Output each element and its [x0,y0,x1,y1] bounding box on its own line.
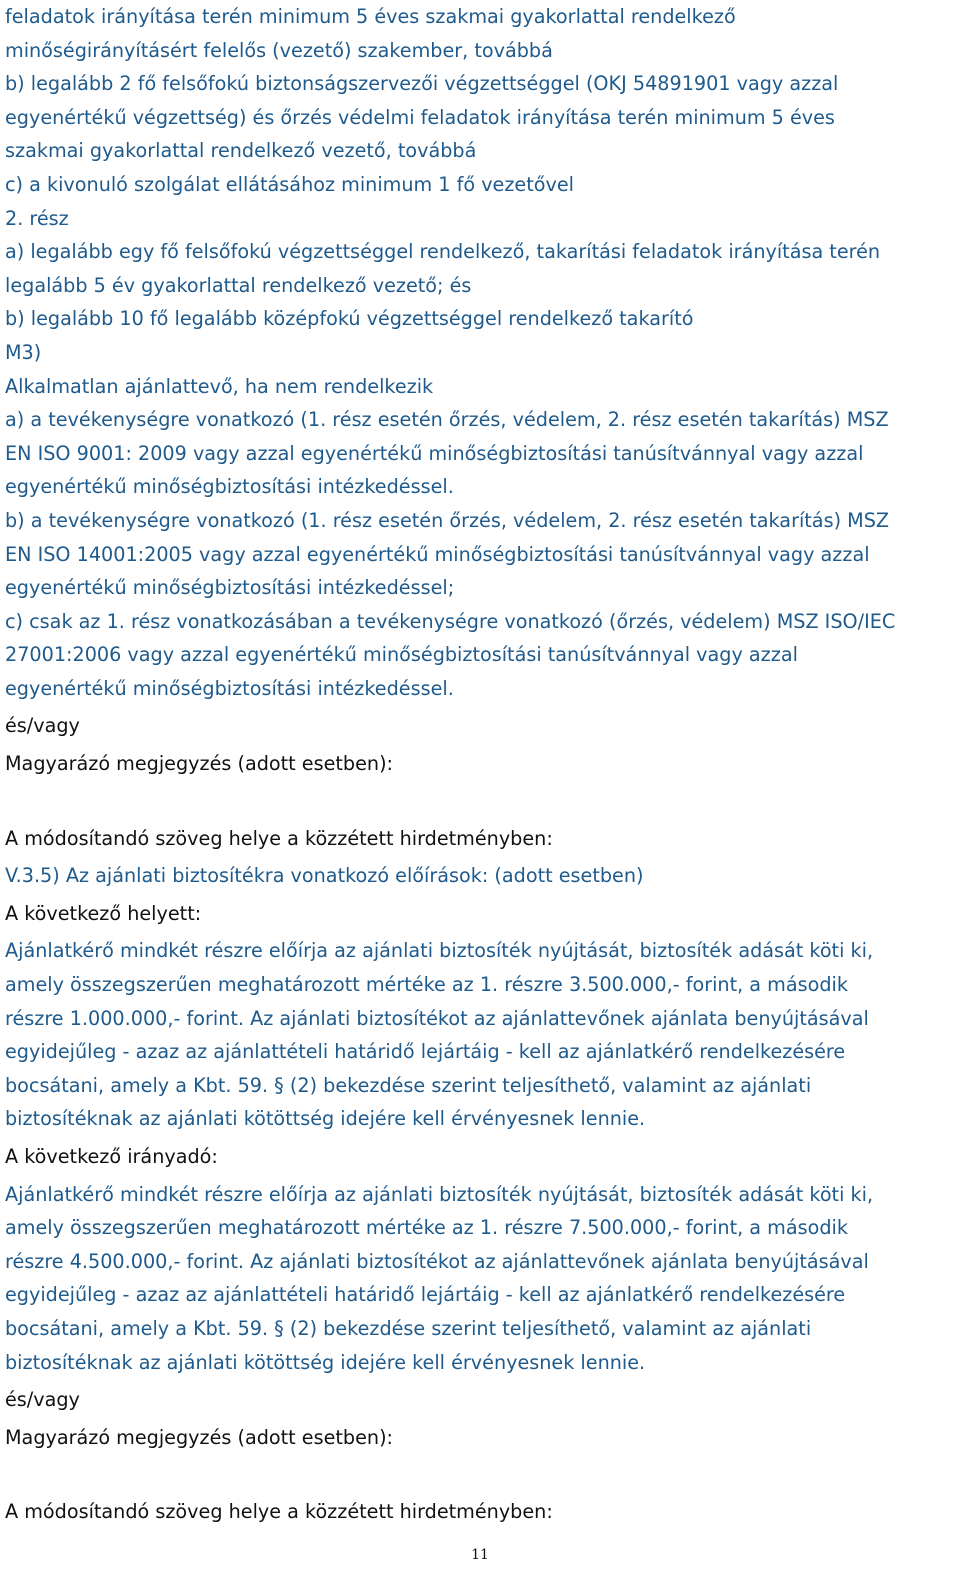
text-line: Alkalmatlan ajánlattevő, ha nem rendelkezik [5,374,434,398]
and-or-label: és/vagy [5,1388,80,1412]
text-line: 27001:2006 vagy azzal egyenértékű minőségbiztosítási tanúsítvánnyal vagy azzal [5,643,798,667]
governing-text-line: bocsátani, amely a Kbt. 59. § (2) bekezdése szerint teljesíthető, valamint az ajánlati [5,1316,812,1340]
governing-text-line: Ajánlatkérő mindkét részre előírja az ajánlati biztosíték nyújtását, biztosíték adását köti ki, [5,1182,874,1206]
page-number: 11 [471,1547,489,1563]
text-line: b) a tevékenységre vonatkozó (1. rész esetén őrzés, védelem, 2. rész esetén takarítás) MSZ [5,508,890,532]
and-or-label: és/vagy [5,714,80,738]
section-guarantee [5,822,956,1529]
text-line: a) legalább egy fő felsőfokú végzettséggel rendelkező, takarítási feladatok irányítása terén [5,240,881,264]
text-line: EN ISO 9001: 2009 vagy azzal egyenértékű minőségbiztosítási tanúsítvánnyal vagy azzal [5,441,864,465]
text-line: egyenértékű minőségbiztosítási intézkedéssel. [5,676,454,700]
text-line: a) a tevékenységre vonatkozó (1. rész esetén őrzés, védelem, 2. rész esetén takarítás) MSZ [5,408,889,432]
place-label: A módosítandó szöveg helye a közzétett hirdetményben: [5,826,553,850]
place-value: V.3.5) Az ajánlati biztosítékra vonatkozó előírások: (adott esetben) [5,864,644,888]
instead-label: A következő helyett: [5,901,202,925]
instead-text-line: bocsátani, amely a Kbt. 59. § (2) bekezdése szerint teljesíthető, valamint az ajánlati [5,1073,812,1097]
instead-text-line: amely összegszerűen meghatározott mértéke az 1. részre 3.500.000,- forint, a második [5,973,848,997]
text-line: M3) [5,340,42,364]
instead-text-line: biztosítéknak az ajánlati kötöttség idejére kell érvényesnek lennie. [5,1107,646,1131]
text-line: b) legalább 10 fő legalább középfokú végzettséggel rendelkező takarító [5,307,694,331]
text-line: b) legalább 2 fő felsőfokú biztonságszervezői végzettséggel (OKJ 54891901 vagy azzal [5,72,839,96]
governing-text-line: amely összegszerűen meghatározott mértéke az 1. részre 7.500.000,- forint, a második [5,1216,848,1240]
text-line: egyenértékű minőségbiztosítási intézkedéssel; [5,576,455,600]
text-line: legalább 5 év gyakorlattal rendelkező vezető; és [5,273,472,297]
text-line: 2. rész [5,206,69,230]
text-line: c) csak az 1. rész vonatkozásában a tevékenységre vonatkozó (őrzés, védelem) MSZ ISO/IEC [5,609,896,633]
instead-text-line: részre 1.000.000,- forint. Az ajánlati biztosítékot az ajánlattevőnek ajánlata benyújtásával [5,1006,869,1030]
place-label: A módosítandó szöveg helye a közzétett hirdetményben: [5,1500,553,1524]
governing-label: A következő irányadó: [5,1145,218,1168]
text-line: EN ISO 14001:2005 vagy azzal egyenértékű minőségbiztosítási tanúsítvánnyal vagy azzal [5,542,870,566]
governing-text-line: biztosítéknak az ajánlati kötöttség idejére kell érvényesnek lennie. [5,1350,646,1374]
governing-text-line: egyidejűleg - azaz az ajánlattételi határidő lejártáig - kell az ajánlatkérő rendelkezésére [5,1283,846,1307]
section-requirements [5,0,956,781]
instead-text-line: Ajánlatkérő mindkét részre előírja az ajánlati biztosíték nyújtását, biztosíték adását köti ki, [5,939,874,963]
note-label: Magyarázó megjegyzés (adott esetben): [5,1425,394,1449]
note-label: Magyarázó megjegyzés (adott esetben): [5,752,394,776]
text-line: minőségirányításért felelős (vezető) szakember, továbbá [5,38,553,62]
text-line: egyenértékű végzettség) és őrzés védelmi feladatok irányítása terén minimum 5 éves [5,105,835,129]
text-line: szakmai gyakorlattal rendelkező vezető, továbbá [5,139,477,163]
governing-text-line: részre 4.500.000,- forint. Az ajánlati biztosítékot az ajánlattevőnek ajánlata benyújtásával [5,1249,869,1273]
text-line: egyenértékű minőségbiztosítási intézkedéssel. [5,475,454,499]
text-line: feladatok irányítása terén minimum 5 éves szakmai gyakorlattal rendelkező [5,5,736,28]
instead-text-line: egyidejűleg - azaz az ajánlattételi határidő lejártáig - kell az ajánlatkérő rendelkezésére [5,1040,846,1064]
text-line: c) a kivonuló szolgálat ellátásához minimum 1 fő vezetővel [5,172,574,196]
